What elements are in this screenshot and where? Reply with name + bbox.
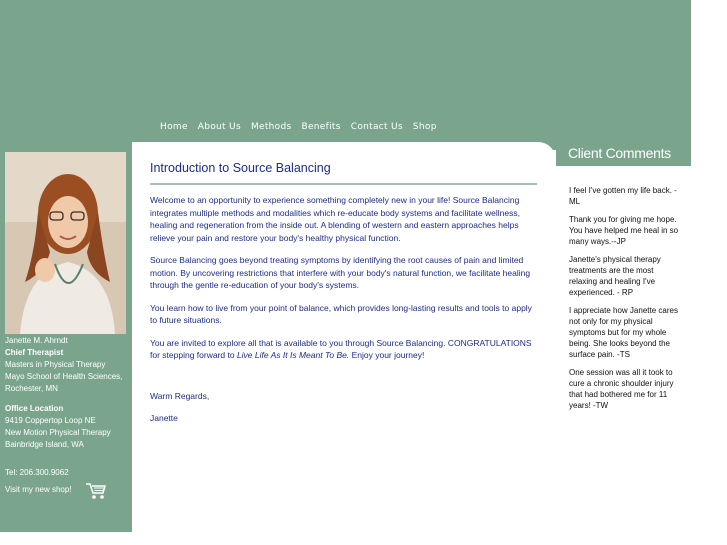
main-content: [132, 142, 556, 532]
comment-item: I appreciate how Janette cares not only for my physical symptoms but for my whole being. She looks beyond the surface pain. -TS: [569, 306, 678, 359]
intro-paragraph-2: Source Balancing goes beyond treating symptoms by identifying the root causes of pain and limited motion. By uncovering restrictions that interfere with your body's natural function, we facilitate healing through the gentle re-education of your body's systems.: [150, 255, 531, 290]
nav-home[interactable]: Home: [160, 122, 188, 132]
therapist-name: Janette M. Ahrndt: [5, 336, 68, 345]
therapist-school: Mayo School of Health Sciences,: [5, 372, 123, 381]
signature: Janette: [150, 413, 178, 423]
nav-contact-us[interactable]: Contact Us: [350, 122, 403, 132]
comment-item: I feel I've gotten my life back. - ML: [569, 186, 677, 206]
office-address-line3: Bainbridge Island, WA: [5, 440, 84, 449]
page-title: Introduction to Source Balancing: [150, 161, 331, 175]
comment-item: One session was all it took to cure a chronic shoulder injury that had bothered me for 11 years! -TW: [569, 368, 674, 410]
left-sidebar: [0, 150, 132, 532]
closing: Warm Regards,: [150, 390, 210, 401]
office-address-line2: New Motion Physical Therapy: [5, 428, 111, 437]
therapist-degree: Masters in Physical Therapy: [5, 360, 106, 369]
shop-link[interactable]: Visit my new shop!: [5, 485, 72, 494]
comments-header: [556, 142, 691, 166]
intro-text: [150, 194, 540, 435]
therapist-role: Chief Therapist: [5, 348, 64, 357]
therapist-school-location: Rochester, MN: [5, 384, 58, 393]
intro-paragraph-4: You are invited to explore all that is available to you through Source Balancing. CONGRATULATIONS for stepping forward to Live Life As It Is Meant To Be. Enjoy your journey!: [150, 337, 532, 360]
shopping-cart-icon[interactable]: [85, 482, 107, 505]
title-divider: [150, 183, 537, 185]
client-comments-panel: [556, 166, 691, 532]
office-address-line1: 9419 Coppertop Loop NE: [5, 416, 96, 425]
intro-paragraph-3: You learn how to live from your point of balance, which provides long-lasting results and tools to apply to future situations.: [150, 302, 532, 325]
comment-item: Janette's physical therapy treatments are the most relaxing and healing I've experienced. - RP: [569, 255, 661, 297]
therapist-info: [5, 335, 133, 479]
office-location-heading: Office Location: [5, 404, 64, 413]
therapist-photo: [5, 152, 126, 334]
nav-methods[interactable]: Methods: [250, 122, 292, 132]
nav-shop[interactable]: Shop: [412, 122, 437, 132]
nav-about-us[interactable]: About Us: [197, 122, 241, 132]
comment-item: Thank you for giving me hope. You have helped me heal in so many ways.--JP: [569, 215, 679, 246]
office-phone: Tel: 206.300.9062: [5, 468, 69, 477]
main-nav: [160, 122, 447, 136]
comments-title: Client Comments: [568, 145, 671, 161]
nav-benefits[interactable]: Benefits: [301, 122, 341, 132]
intro-paragraph-1: Welcome to an opportunity to experience something completely new in your life! Source Balancing integrates multiple methods and modalities which re-educate body systems and facilitate wellness, healing and regeneration from the inside out. A blending of western and eastern approaches helps relieve your pain and restore your body's healthy physical function.: [150, 195, 520, 243]
comments-list: [569, 185, 681, 418]
